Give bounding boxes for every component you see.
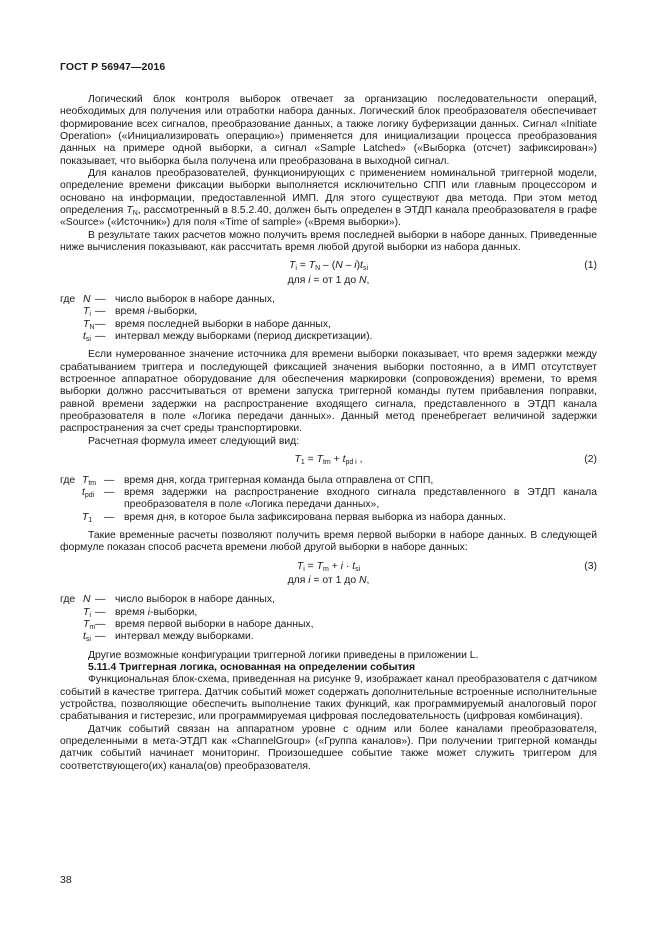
paragraph: Логический блок контроля выборок отвечает за организацию последовательности операций, необходимых для получения или отработки набора данных. Логический блок преобразователя обеспечивает формирование всех сигналов, преобразование данных, а также логику буферизации данных. Сигнал «Initiate Operation» («Инициализировать операцию») применяется для инициализации процесса преобразования данных на примере одной выборки, а сигнал «Sample Latched» («Выборка (отсчет) зафиксирован») показывает, что выборка была получена или преобразована в выходной сигнал.: [60, 94, 597, 167]
definition-item: $T_i$ — время i-выборки,: [83, 606, 198, 619]
paragraph: Функциональная блок-схема, приведенная на рисунке 9, изображает канал преобразователя с датчиком событий в качестве триггера. Датчик событий может содержать дополнительные встроенные исполнительные устройства, позволяющие обеспечить выполнение таких функций, как программируемый аналоговый порог срабатывания и гистерезис, или программируемая цифровая последовательность (цифровая комбинация).: [60, 674, 597, 723]
paragraph: Для каналов преобразователей, функционирующих с применением номинальной триггерной модели, определение времени фиксации выборки выполняется исключительно СПП или главным процессором и основано на информации, предоставленной ИМП. Для этого существуют два метода. При этом метод определения $T_N$, рассмотренный в 8.5.2.40, должен быть определен в ЭТДП канала преобразователя в графе «Source» («Источник») для поля «Time of sample» («Время выборки»).: [60, 168, 597, 229]
definition-item: $T_i$ — время i-выборки,: [83, 306, 198, 319]
definition-item: $T_1$ — время дня, в которое была зафиксирована первая выборка из набора данных.: [82, 511, 506, 524]
page-content: [60, 94, 597, 773]
formula-expression: $T_i = T_m + i \cdot t_{si}$: [296, 560, 361, 573]
section-heading: 5.11.4 Триггерная логика, основанная на определении события: [88, 661, 416, 673]
definition-item: $T_m$ — время первой выборки в наборе данных,: [83, 618, 314, 631]
paragraph: Датчик событий связан на аппаратном уровне с одним или более каналами преобразователя, определенными в мета-ЭТДП как «ChannelGroup» («Группа каналов»). При получении триггерной команды датчик событий начинает мониторинг. Произошедшее событие также может служить триггером для соответствующего(их) канала(ов) преобразователя.: [60, 723, 597, 772]
definition-item: где N — число выборок в наборе данных,: [60, 293, 275, 305]
paragraph: Расчетная формула имеет следующий вид:: [88, 435, 300, 447]
document-header: ГОСТ Р 56947—2016: [60, 61, 166, 73]
formula-1: [60, 260, 597, 275]
paragraph: В результате таких расчетов можно получить время последней выборки в наборе данных. Приведенные ниже вычисления показывают, как рассчитать время любой другой выборки из набора данных.: [60, 229, 597, 254]
page-number: 38: [60, 874, 72, 886]
definitions-list: [60, 294, 597, 343]
definitions-list: [60, 594, 597, 643]
paragraph: Если нумерованное значение источника для времени выборки показывает, что время задержки между срабатыванием триггера и последующей фиксацией значения выборки постоянно, а в ИМП отсутствует встроенное аппаратное оборудование для обеспечения маркировки (сопровождения) времени, то время выборки должно рассчитываться от времени запуска триггерной команды путем прибавления поправки, равной времени задержки на распространение входящего сигнала, представленного в ЭТДП канала преобразователя в поле «Логика передачи данных». Данный метод пренебрегает величиной задержки распространения за счет среды транспортировки.: [60, 349, 597, 435]
formula-number: (3): [584, 560, 597, 572]
definitions-list: [60, 475, 597, 524]
paragraph: Такие временные расчеты позволяют получить время первой выборки в наборе данных. В следующей формуле показан способ расчета времени любой другой выборки в наборе данных:: [60, 529, 597, 554]
definition-item: где $T_{tm}$ — время дня, когда триггерная команда была отправлена от СПП,: [60, 474, 434, 487]
definition-item: $t_{pdi}$ — время задержки на распространение входного сигнала представленного в ЭТДП канала преобразователя в поле «Логика передачи данных»,: [82, 486, 597, 511]
formula-2: [60, 454, 597, 469]
formula-condition: для i = от 1 до N,: [287, 274, 370, 286]
formula-number: (2): [584, 454, 597, 466]
definition-item: где N — число выборок в наборе данных,: [60, 594, 275, 606]
definition-item: $t_{si}$ — интервал между выборками.: [83, 631, 254, 644]
definition-item: $T_N$ — время последней выборки в наборе данных,: [83, 318, 331, 331]
paragraph: Другие возможные конфигурации триггерной логики приведены в приложении L.: [88, 649, 479, 661]
formula-condition: для i = от 1 до N,: [287, 575, 370, 587]
formula-number: (1): [584, 260, 597, 272]
formula-expression: $T_1 = T_{tm} + t_{pd i}$ ,: [294, 454, 363, 467]
formula-expression: $T_i = T_N - (N - i)t_{si}$: [288, 260, 368, 273]
definition-item: $t_{si}$ — интервал между выборками (период дискретизации).: [83, 331, 373, 343]
formula-3: [60, 561, 597, 576]
